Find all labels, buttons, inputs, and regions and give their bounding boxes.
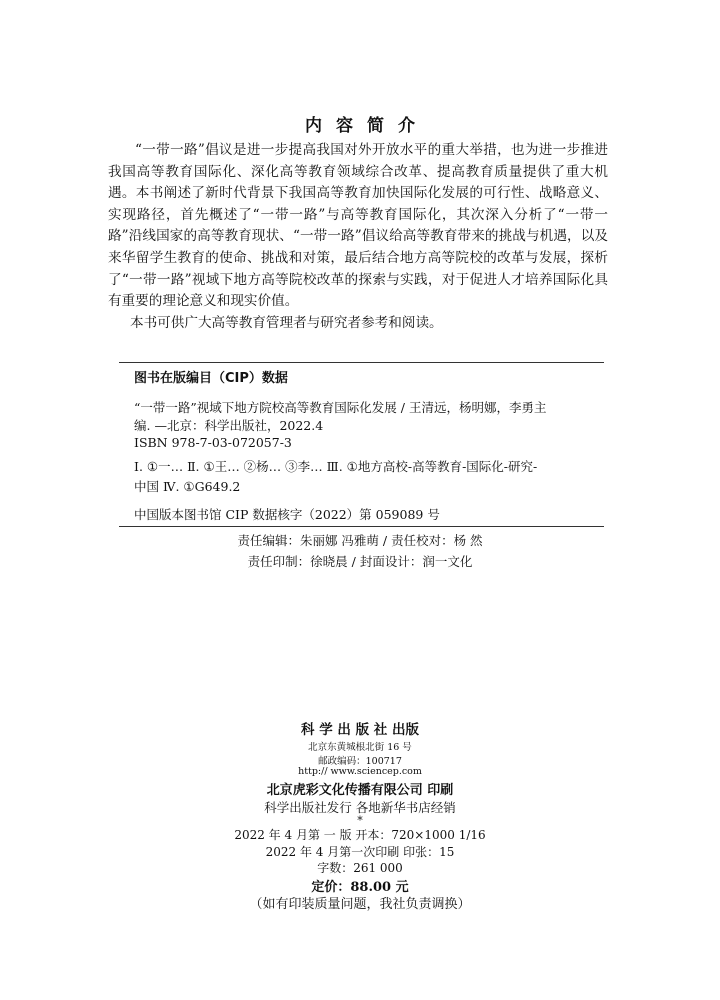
cip-library-number: 中国版本图书馆 CIP 数据核字（2022）第 059089 号 xyxy=(134,507,440,522)
cip-classification xyxy=(134,457,604,497)
cip-record xyxy=(134,399,604,452)
cip-heading-text: 图书在版编目（CIP）数据 xyxy=(134,371,288,386)
summary-abstract xyxy=(108,140,608,334)
cip-heading xyxy=(134,367,604,386)
editors-line-1: 责任编辑：朱丽娜 冯雅萌 / 责任校对：杨 然 xyxy=(237,533,483,548)
cip-record-line-1: “一带一路”视域下地方院校高等教育国际化发展 / 王清远，杨明娜，李勇主 xyxy=(134,400,547,415)
printing-info: 2022 年 4 月第一次印刷 印张：15 xyxy=(265,845,455,859)
cip-isbn: ISBN 978-7-03-072057-3 xyxy=(134,435,292,450)
distribution-info: 科学出版社发行 各地新华书店经销 xyxy=(264,800,456,815)
summary-paragraph-1: “一带一路”倡议是进一步提高我国对外开放水平的重大举措，也为进一步推进我国高等教育国际化、深化高等教育领域综合改革、提高教育质量提供了重大机遇。本书阐述了新时代背景下我国高等教育加快国际化发展的可行性、战略意义、实现路径，首先概述了“一带一路”与高等教育国际化，其次深入分析了“一带一路”沿线国家的高等教育现状、“一带一路”倡议给高等教育带来的挑战与机遇，以及来华留学生教育的使命、挑战和对策，最后结合地方高等院校的改革与发展，探析了“一带一路”视域下地方高等院校改革的探索与实践，对于促进人才培养国际化具有重要的理论意义和现实价值。 xyxy=(108,142,608,310)
summary-paragraph-2: 本书可供广大高等教育管理者与研究者参考和阅读。 xyxy=(130,314,443,331)
quality-notice: （如有印装质量问题，我社负责调换） xyxy=(249,897,471,912)
publisher-address: 北京东黄城根北街 16 号 xyxy=(308,742,412,753)
price: 定价：88.00 元 xyxy=(311,880,409,895)
cip-classification-line-2: 中国 Ⅳ. ①G649.2 xyxy=(134,479,241,494)
word-count: 字数：261 000 xyxy=(317,861,403,875)
separator-asterisk: * xyxy=(357,814,363,827)
summary-title: 内容简介 xyxy=(305,116,429,136)
cip-bottom-rule xyxy=(119,526,604,527)
cip-record-line-2: 编. —北京：科学出版社，2022.4 xyxy=(134,417,324,433)
printer-name: 北京虎彩文化传播有限公司 印刷 xyxy=(266,783,454,798)
publisher-postcode: 邮政编码：100717 xyxy=(318,756,402,767)
edition-info: 2022 年 4 月第 一 版 开本：720×1000 1/16 xyxy=(234,828,486,842)
editors-line-2: 责任印制：徐晓晨 / 封面设计：润一文化 xyxy=(247,554,473,569)
cip-classification-line-1: Ⅰ. ①一… Ⅱ. ①王… ②杨… ③李… Ⅲ. ①地方高校-高等教育-国际化-研究- xyxy=(134,459,538,474)
cip-top-rule xyxy=(119,362,604,363)
publisher-name: 科 学 出 版 社 出版 xyxy=(301,722,419,738)
publisher-website: http:// www.sciencep.com xyxy=(298,766,422,777)
